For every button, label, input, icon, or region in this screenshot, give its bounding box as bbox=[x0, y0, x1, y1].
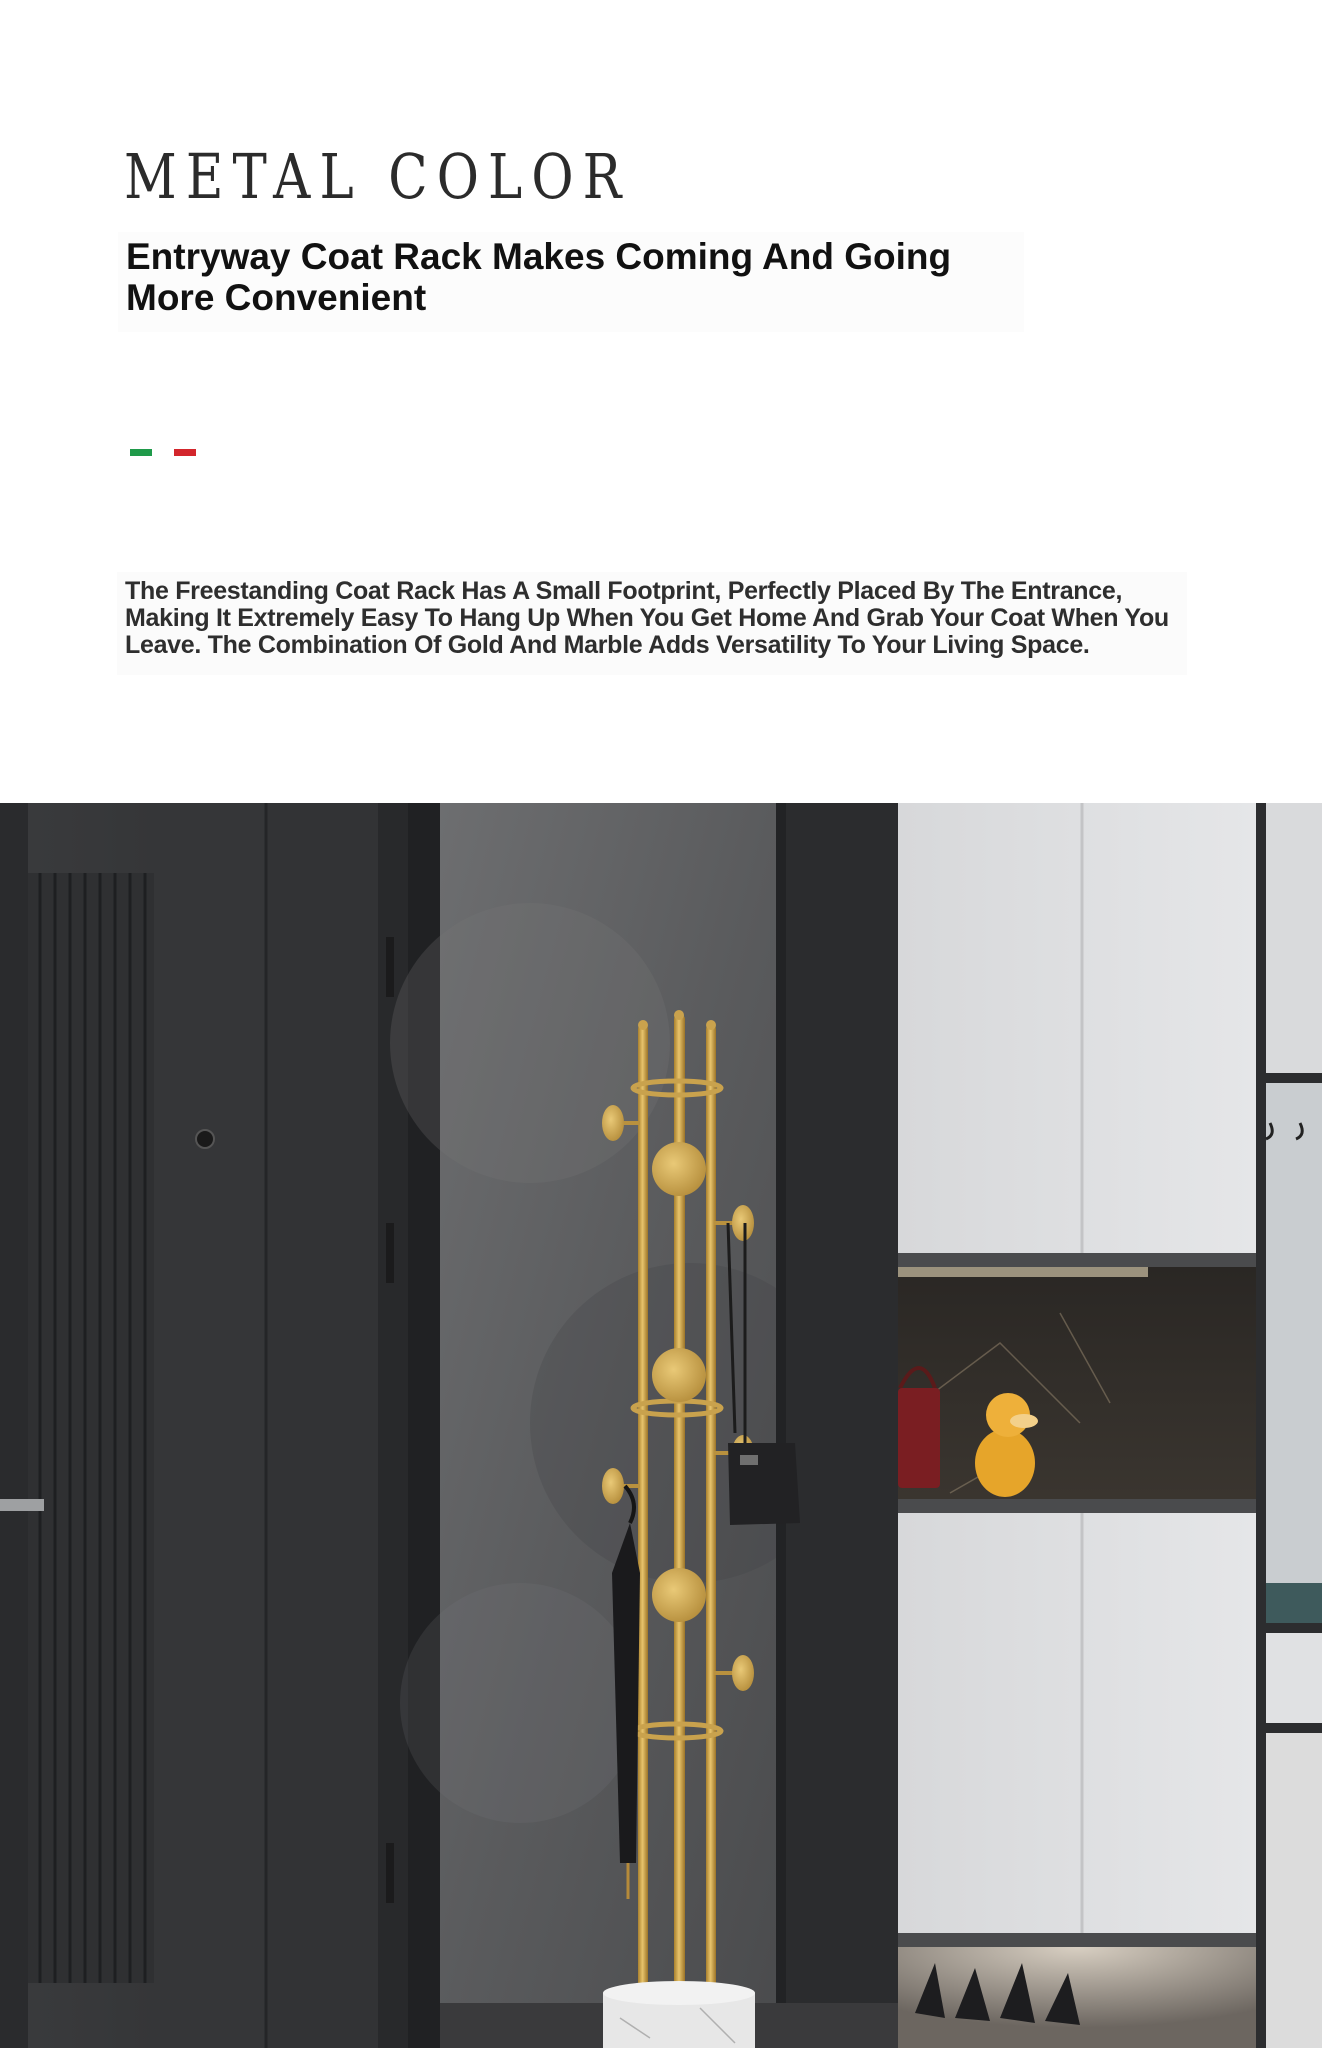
product-description: The Freestanding Coat Rack Has A Small Footprint, Perfectly Placed By The Entrance, Making It Extremely Easy To Hang Up When You Get Home And Grab Your Coat When You Leave. The Combination Of Gold And Marble Adds Versatility To Your Living Space. bbox=[117, 572, 1187, 675]
green-dash-icon bbox=[130, 449, 152, 456]
color-accent-dashes bbox=[130, 449, 200, 456]
red-dash-icon bbox=[174, 449, 196, 456]
section-subheading: Entryway Coat Rack Makes Coming And Going More Convenient bbox=[118, 232, 1024, 332]
section-heading: METAL COLOR bbox=[124, 140, 631, 213]
product-photo bbox=[0, 803, 1322, 2048]
